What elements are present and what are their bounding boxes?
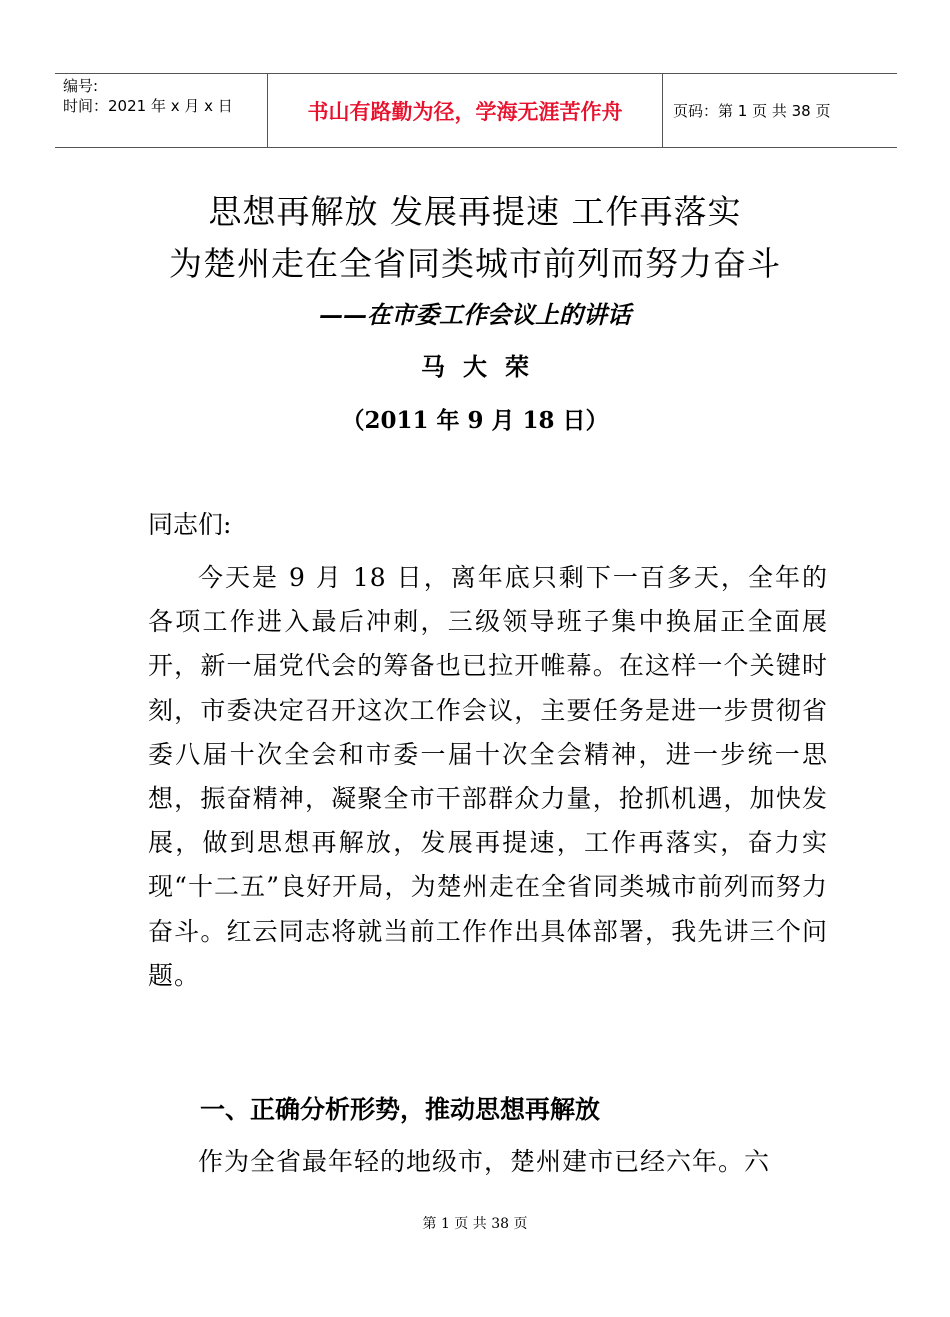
- salutation: 同志们:: [148, 510, 232, 539]
- header-motto: 书山有路勤为径，学海无涯苦作舟: [268, 74, 663, 147]
- header-page-info: 页码：第 1 页 共 38 页: [673, 102, 831, 120]
- document-title-line-1: 思想再解放 发展再提速 工作再落实: [208, 192, 742, 231]
- document-header: [55, 73, 897, 148]
- section-heading-1: 一、正确分析形势，推动思想再解放: [200, 1095, 601, 1124]
- document-author: 马大荣: [421, 352, 547, 381]
- document-date: （2011 年 9 月 18 日）: [341, 407, 609, 434]
- time-label: 时间：2021 年 x 月 x 日: [63, 97, 233, 115]
- paragraph-1: 今天是 9 月 18 日，离年底只剩下一百多天，全年的各项工作进入最后冲刺，三级领导班子集中换届正全面展开，新一届党代会的筹备也已拉开帷幕。在这样一个关键时刻，市委决定召开这次工作会议，主要任务是进一步贯彻省委八届十次全会和市委一届十次全会精神，进一步统一思想，振奋精神，凝聚全市干部群众力量，抢抓机遇，加快发展，做到思想再解放，发展再提速，工作再落实，奋力实现“十二五”良好开局，为楚州走在全省同类城市前列而努力奋斗。红云同志将就当前工作作出具体部署，我先讲三个问题。: [148, 563, 828, 990]
- page-footer: 第 1 页 共 38 页: [422, 1216, 528, 1232]
- number-label: 编号:: [63, 77, 99, 95]
- document-subtitle: ——在市委工作会议上的讲话: [319, 300, 631, 329]
- header-meta: [55, 74, 268, 147]
- document-title-line-2: 为楚州走在全省同类城市前列而努力奋斗: [169, 244, 781, 283]
- paragraph-2: 作为全省最年轻的地级市，楚州建市已经六年。六: [198, 1147, 771, 1176]
